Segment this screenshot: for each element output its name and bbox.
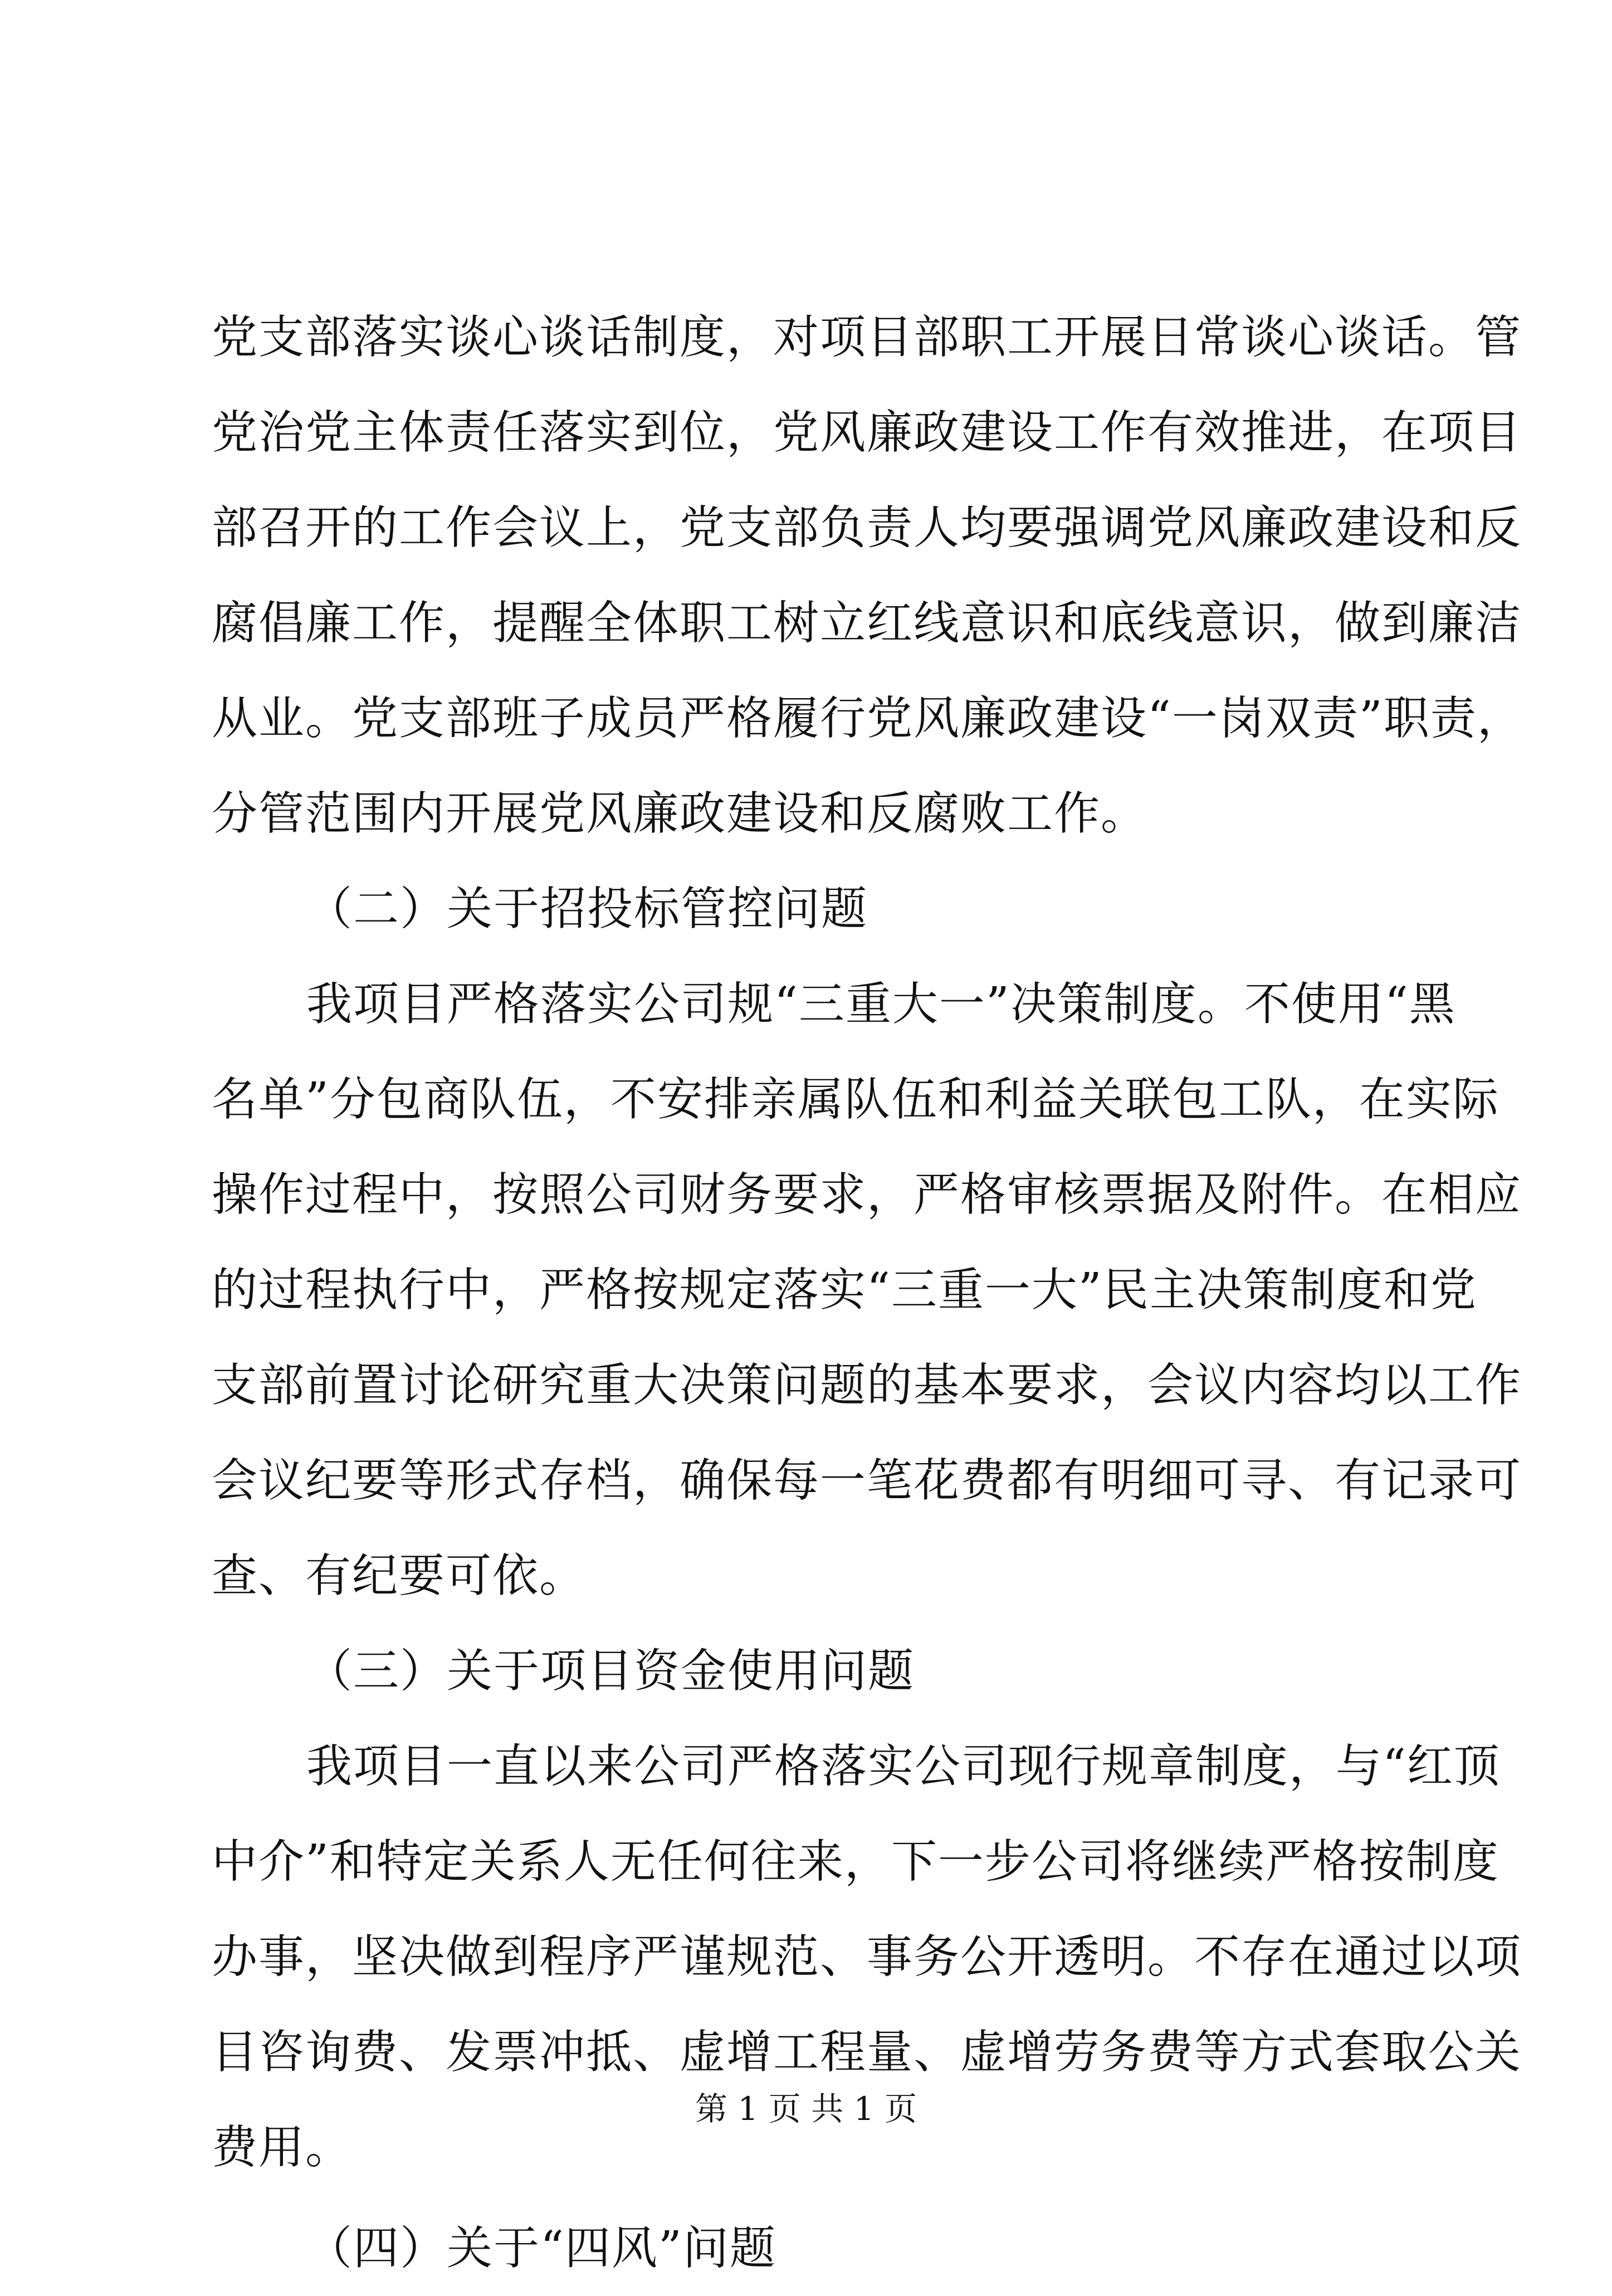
section-heading-3: （三）关于项目资金使用问题 xyxy=(306,1645,915,1698)
paragraph-line: 费用。 xyxy=(212,2121,353,2174)
paragraph-line: 查、有纪要可依。 xyxy=(212,1549,587,1602)
paragraph-line: 操作过程中，按照公司财务要求，严格审核票据及附件。在相应 xyxy=(212,1168,1522,1221)
paragraph-line: 从业。党支部班子成员严格履行党风廉政建设“一岗双责”职责， xyxy=(212,692,1524,745)
paragraph-line: 我项目严格落实公司规“三重大一”决策制度。不使用“黑 xyxy=(306,978,1456,1031)
paragraph-line: 分管范围内开展党风廉政建设和反腐败工作。 xyxy=(212,787,1148,840)
paragraph-line: 目咨询费、发票冲抵、虚增工程量、虚增劳务费等方式套取公关 xyxy=(212,2026,1522,2079)
paragraph-line: 腐倡廉工作，提醒全体职工树立红线意识和底线意识，做到廉洁 xyxy=(212,597,1522,650)
document-body xyxy=(212,290,1524,2296)
paragraph-line: 党治党主体责任落实到位，党风廉政建设工作有效推进，在项目 xyxy=(212,406,1522,459)
section-heading-2: （二）关于招投标管控问题 xyxy=(306,883,868,935)
page-footer: 第 1 页 共 1 页 xyxy=(695,2090,917,2128)
paragraph-line: 部召开的工作会议上，党支部负责人均要强调党风廉政建设和反 xyxy=(212,501,1522,554)
paragraph-line: 的过程执行中，严格按规定落实“三重一大”民主决策制度和党 xyxy=(212,1264,1477,1317)
section-heading-4: （四）关于“四风”问题 xyxy=(306,2222,776,2275)
paragraph-2 xyxy=(212,957,1522,1624)
paragraph-line: 中介”和特定关系人无任何往来，下一步公司将继续严格按制度 xyxy=(212,1835,1499,1888)
paragraph-line: 党支部落实谈心谈话制度，对项目部职工开展日常谈心谈话。管 xyxy=(212,311,1522,364)
paragraph-line: 支部前置讨论研究重大决策问题的基本要求，会议内容均以工作 xyxy=(212,1359,1522,1412)
paragraph-line: 会议纪要等形式存档，确保每一笔花费都有明细可寻、有记录可 xyxy=(212,1454,1522,1507)
paragraph-1 xyxy=(212,290,1524,861)
paragraph-line: 办事，坚决做到程序严谨规范、事务公开透明。不存在通过以项 xyxy=(212,1931,1522,1983)
paragraph-line: 我项目一直以来公司严格落实公司现行规章制度，与“红顶 xyxy=(306,1740,1501,1793)
paragraph-line: 名单”分包商队伍，不安排亲属队伍和利益关联包工队，在实际 xyxy=(212,1073,1499,1126)
